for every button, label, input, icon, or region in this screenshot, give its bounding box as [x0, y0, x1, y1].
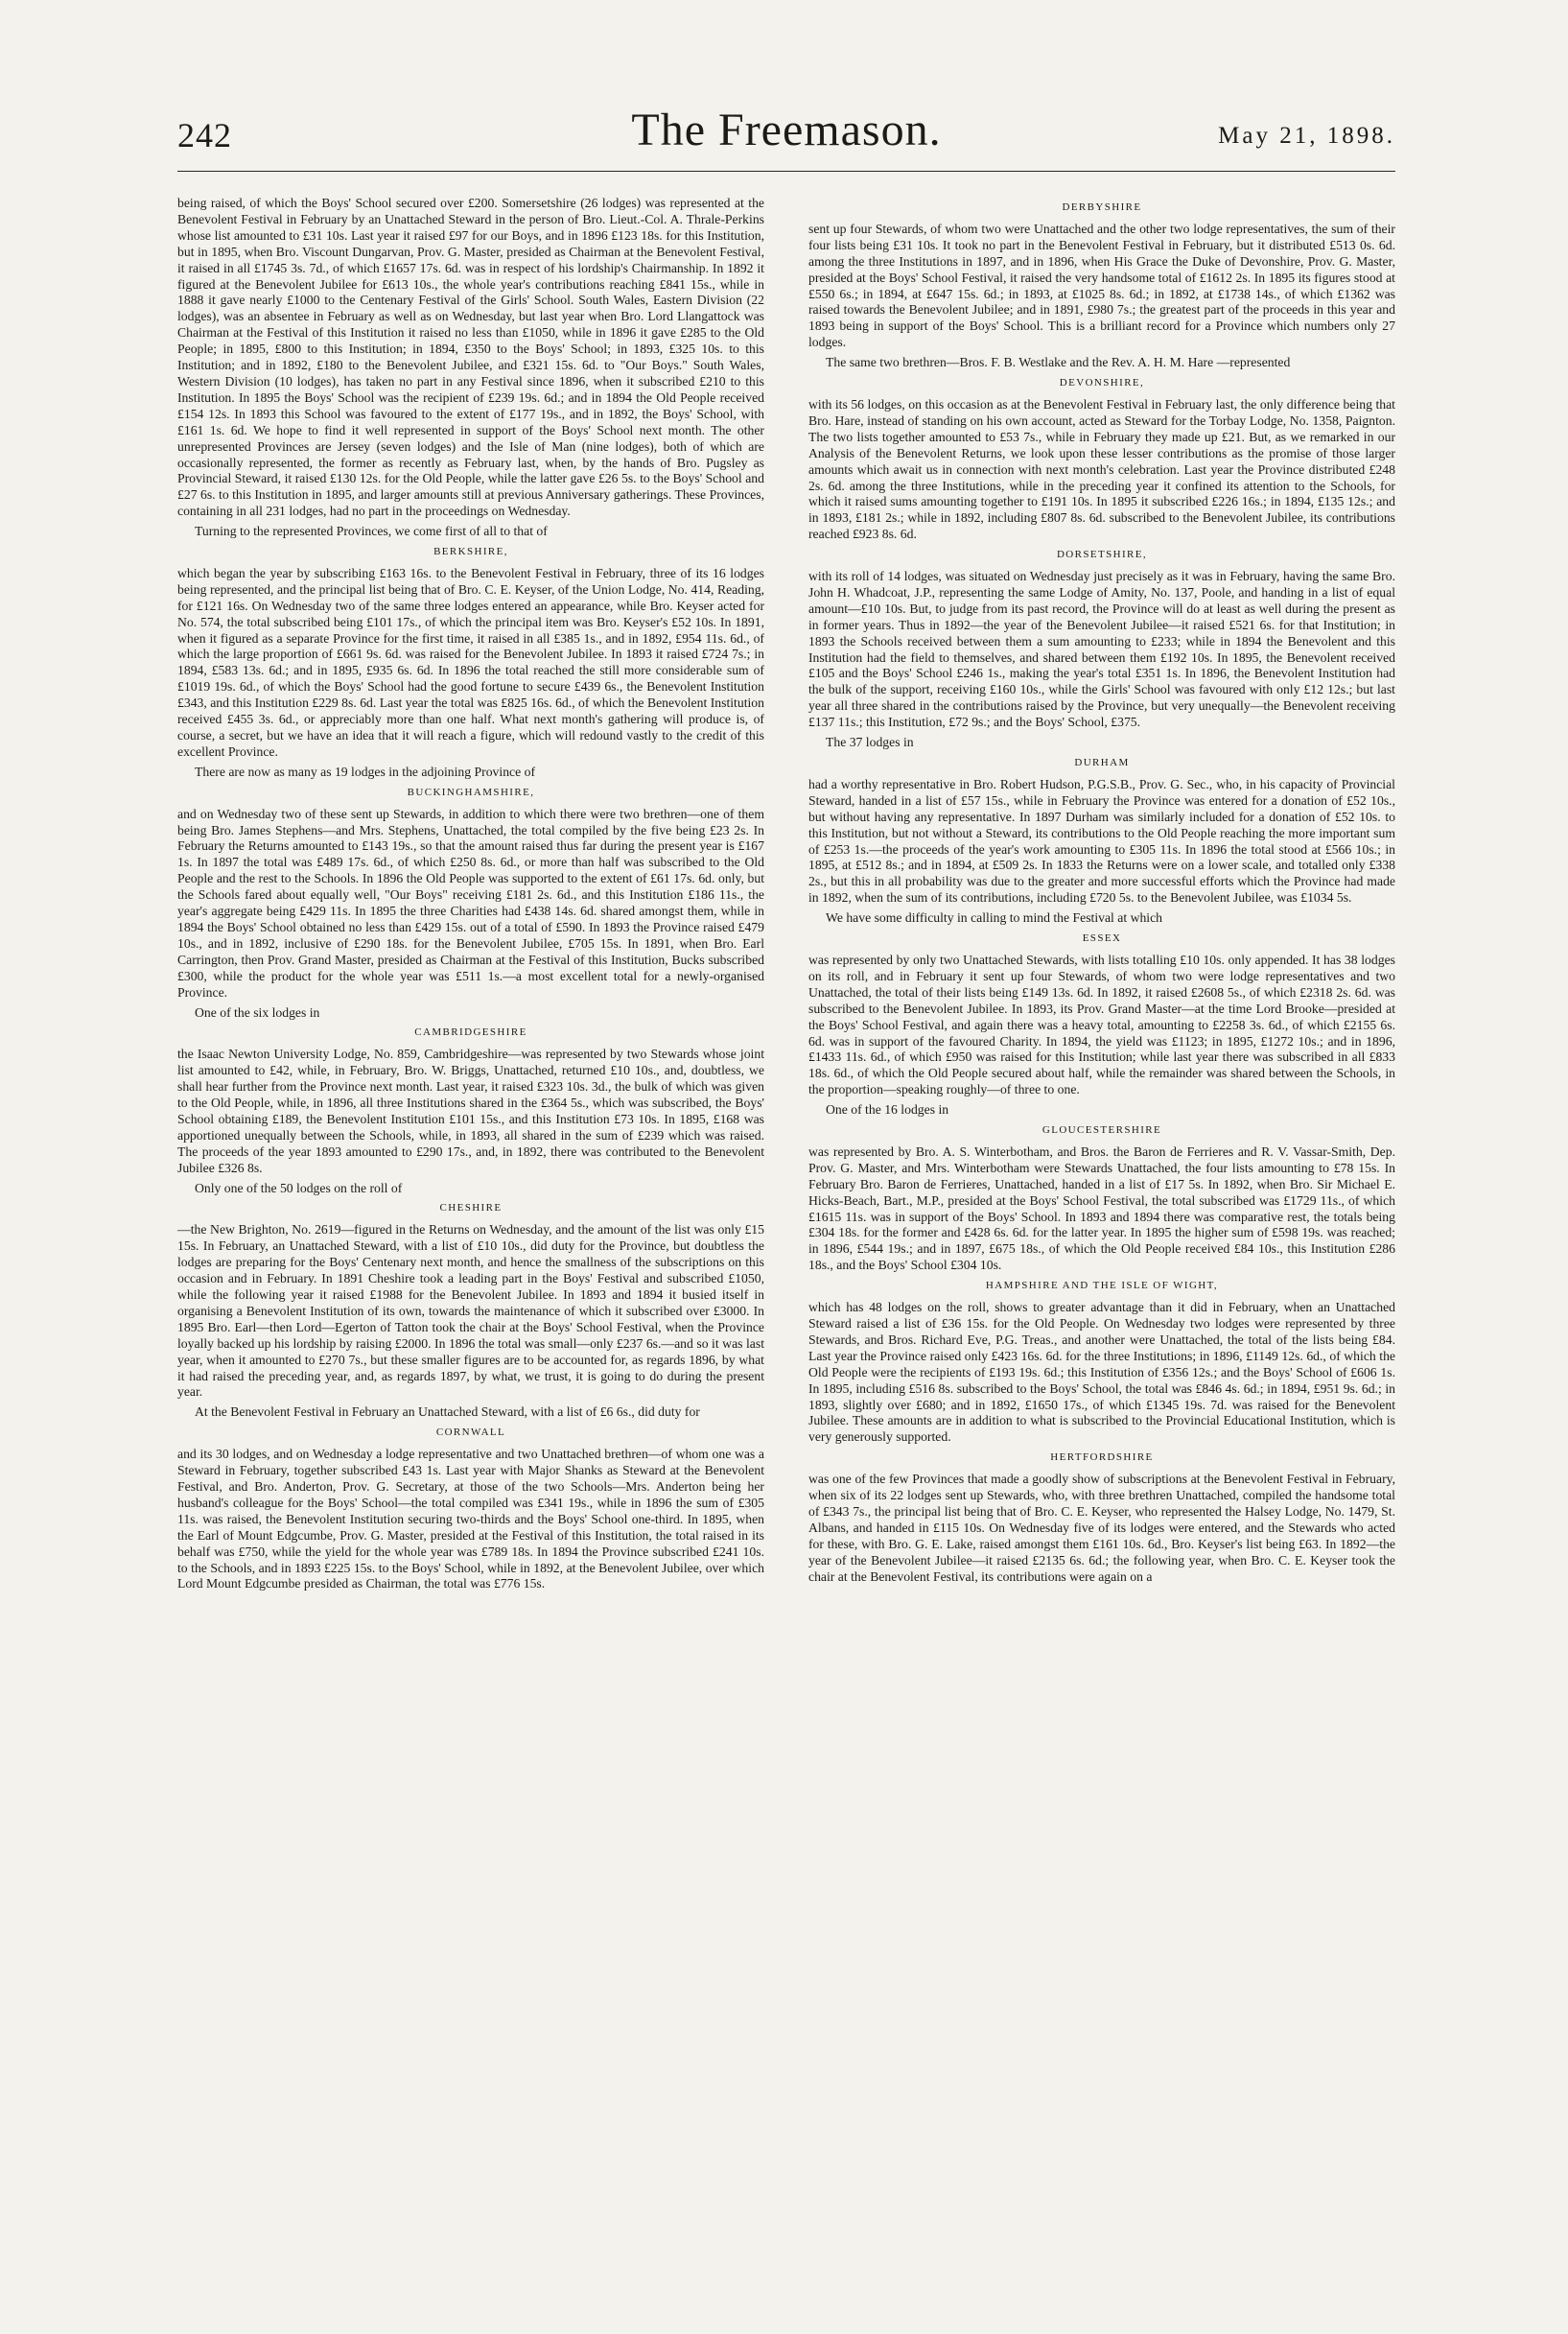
- paragraph: was represented by only two Unattached Stewards, with lists totalling £10 10s. only appended. It has 38 lodges on its roll, and in February it sent up four Stewards, of whom two were lodge representatives and two Unattached, the total of their lists being £149 13s. 6d. In 1892, it raised £2608 5s., of which £2318 2s. 6d. was subscribed to the Benevolent Jubilee. In 1893, its Prov. Grand Master—at the time Lord Brooke—presided at the Boys' School Festival, and again there was a heavy total, amounting to £2258 3s. 6d., of which £2155 6s. 6d. was in support of the favoured Charity. In 1894, the yield was £1123; in 1895, £1272 10s.; and in 1896, £1433 11s. 6d., of which £950 was raised for this Institution; while last year there was subscribed in all £833 18s. 6d., of which the Old People secured about half, while the remainder was shared between the Schools, in the proportion—speaking roughly—of three to one.: [808, 952, 1395, 1097]
- paragraph: —the New Brighton, No. 2619—figured in the Returns on Wednesday, and the amount of the list was only £15 15s. In February, an Unattached Steward, with a list of £10 10s., did duty for the Province, but doubtless the lodges are preparing for the Boys' Centenary next month, and hence the smallness of the subscriptions on this occasion and in February. In 1891 Cheshire took a leading part in the Boys' Festival and subscribed £1050, while the following year it raised £1988 for the Benevolent Jubilee. In 1893 and 1894 it busied itself in organising a Benevolent Institution of its own, towards the maintenance of which it subscribed over £3000. In 1895 Bro. Earl—then Lord—Egerton of Tatton took the chair at the Boys' School Festival, when the Province loyally backed up his lordship by raising £2000. In 1896 the total was small—only £237 6s.—and so it was last year, when it amounted to £270 7s., but these smaller figures are to be accounted for, as regards 1896, by what it had raised the preceding year, and, as regards 1897, by what, we trust, it is going to do during the present year.: [177, 1222, 764, 1400]
- section-heading: CAMBRIDGESHIRE: [414, 1026, 527, 1039]
- paragraph: One of the 16 lodges in: [826, 1102, 949, 1118]
- paragraph: being raised, of which the Boys' School secured over £200. Somersetshire (26 lodges) was represented at the Benevolent Festival in February by an Unattached Steward in the person of Bro. Lieut.-Col. A. Thrale-Perkins whose list amounted to £31 10s. Last year it raised £97 for our Boys, and in 1896 £123 18s. for this Institution, but in 1895, when Bro. Viscount Dungarvan, Prov. G. Master, presided as Chairman at the Benevolent Festival, it raised in all £1745 3s. 7d., of which £1657 17s. 6d. was in respect of his lordship's Chairmanship. In 1892 it figured at the Benevolent Jubilee for £613 10s., the whole year's contributions reaching £841 15s., while in 1888 it gave nearly £1000 to the Centenary Festival of the Girls' School. South Wales, Eastern Division (22 lodges), was an absentee in February as well as on Wednesday, but last year when Bro. Lord Llangattock was Chairman at the Festival of this Institution it raised no less than £1050, while in 1896 it gave £285 to the Old People; in 1895, £800 to this Institution; in 1894, £350 to the Boys' School; in 1893, £325 10s. to this Institution; and in 1892, £180 to the Benevolent Jubilee, and £321 15s. 6d. to "Our Boys." South Wales, Western Division (10 lodges), has taken no part in any Festival since 1896, when it subscribed £210 to this Institution. In 1895 the Boys' School was the recipient of £239 19s. 6d.; and in 1894 the Old People received £154 12s. In 1893 this School was favoured to the extent of £177 19s., and in 1892, the Boys' School, with £161 1s. 6d. We hope to find it well represented in support of the Boys' School next month. The other unrepresented Provinces are Jersey (seven lodges) and the Isle of Man (nine lodges), both of which are occasionally represented, the former as recently as February last, when, by the hands of Bro. Pugsley as Provincial Steward, it raised £130 12s. for the Old People, while the latter gave £26 5s. to the Boys' School and £27 6s. to this Institution in 1895, and larger amounts still at previous Anniversary gatherings. These Provinces, containing in all 231 lodges, had no part in the proceedings on Wednesday.: [177, 196, 764, 519]
- section-heading: DORSETSHIRE,: [1056, 549, 1148, 561]
- section-heading: DEVONSHIRE,: [1059, 377, 1145, 389]
- page-number: 242: [177, 116, 232, 154]
- right-column: [808, 196, 1395, 1590]
- paragraph: which has 48 lodges on the roll, shows to greater advantage than it did in February, when an Unattached Steward raised a list of £36 15s. for the Old People. On Wednesday two lodges were represented by three Stewards, and Bros. Richard Eve, P.G. Treas., and another were Unattached, the total of the lists being £84. Last year the Province raised only £423 16s. 6d. for the three Institutions; in 1896, £1149 12s. 6d., of which the Old People were the recipients of £193 19s. 6d.; this Institution of £356 12s.; and the Boys' School of £606 1s. In 1895, including £516 8s. subscribed to the Boys' School, the total was £846 4s. 6d.; in 1894, £951 9s. 6d.; in 1893, slightly over £680; and in 1892, £1650 17s., of which £1345 19s. 7d. was raised for the Benevolent Jubilee. These amounts are in addition to what is subscribed to the Provincial Educational Institution, which is very generously supported.: [808, 1300, 1395, 1445]
- section-heading: BERKSHIRE,: [433, 546, 508, 558]
- section-heading: DURHAM: [1074, 757, 1130, 768]
- section-heading: HERTFORDSHIRE: [1050, 1451, 1154, 1464]
- paragraph: and on Wednesday two of these sent up Stewards, in addition to which there were two brethren—one of them being Bro. James Stephens—and Mrs. Stephens, Unattached, the total compiled by the five being £23 2s. In February the Returns amounted to £143 19s., so that the amount raised thus far during the present year is £167 1s. In 1897 the total was £489 17s. 6d., of which £250 8s. 6d., or more than half was subscribed to the Old People and the rest to the Schools. In 1896 the Old People was supported to the extent of £61 17s. 6d. only, but the Schools fared about equally well, "Our Boys" receiving £181 2s. 6d., and this Institution £186 11s., the year's aggregate being £429 11s. In 1895 the three Charities had £438 14s. 6d. shared amongst them, while in 1894 the Boys' School obtained no less than £429 15s. out of a total of £590. In 1893 the Province raised £479 10s., and in 1892, inclusive of £290 18s. for the Benevolent Jubilee, £705 15s. In 1891, when Bro. Earl Carrington, then Prov. Grand Master, presided as Chairman at the Festival of this Institution, Bucks subscribed £300, while the product for the whole year was £511 1s.—a most excellent total for a newly-organised Province.: [177, 806, 764, 1000]
- paragraph: There are now as many as 19 lodges in the adjoining Province of: [195, 764, 536, 779]
- section-heading: ESSEX: [1082, 932, 1122, 945]
- section-heading: CHESHIRE: [439, 1202, 503, 1214]
- section-heading: HAMPSHIRE AND THE ISLE OF WIGHT,: [985, 1280, 1219, 1292]
- paragraph: was one of the few Provinces that made a goodly show of subscriptions at the Benevolent Festival in February, when six of its 22 lodges sent up Stewards, who, with three brethren Unattached, compiled the handsome total of £343 7s., the principal list being that of Bro. C. E. Keyser, who represented the Halsey Lodge, No. 1479, St. Albans, and handed in £115 10s. On Wednesday five of its lodges were entered, and the Stewards who acted for these, with Bro. G. E. Lake, raised amongst them £161 10s. 6d., Bro. Keyser's list being £63. In 1892—the year of the Benevolent Jubilee—it raised £2135 6s. 6d.; the following year, when Bro. C. E. Keyser took the chair at the Benevolent Festival, its contributions were again on a: [808, 1472, 1395, 1584]
- paragraph: the Isaac Newton University Lodge, No. 859, Cambridgeshire—was represented by two Stewards whose joint list amounted to £42, while, in February, Bro. W. Briggs, Unattached, returned £10 10s., and, doubtless, we shall hear further from the Province next month. Last year, it raised £323 10s. 3d., the bulk of which was given to the Old People, while, in 1896, all three Institutions shared in the £364 5s., which was subscribed, the Boys' School obtaining £189, the Benevolent Institution £101 15s., and this Institution £73 10s. In 1895, £168 was apportioned unequally between the Schools, while, in 1893, all shared in the sum of £239 which was raised. The proceeds of the year 1893 amounted to £290 17s., and, in 1892, there was contributed to the Benevolent Jubilee £326 8s.: [177, 1047, 764, 1175]
- paragraph: Turning to the represented Provinces, we come first of all to that of: [195, 524, 548, 539]
- paragraph: At the Benevolent Festival in February an Unattached Steward, with a list of £6 6s., did duty for: [195, 1404, 700, 1420]
- section-heading: DERBYSHIRE: [1062, 201, 1142, 213]
- section-heading: GLOUCESTERSHIRE: [1041, 1124, 1162, 1137]
- paragraph: One of the six lodges in: [195, 1004, 320, 1020]
- paragraph: had a worthy representative in Bro. Robert Hudson, P.G.S.B., Prov. G. Sec., who, in his capacity of Provincial Steward, handed in a list of £57 15s., while in February the Province was entered for a donation of £52 10s., but without having any representative. In 1897 Durham was similarly included for a donation of £52 10s. to this Institution, but not without a Steward, its contributions to the Old People reaching the more important sum of £253 1s.—the proceeds of the year's work amounting to £305 11s. In 1896 the total stood at £566 10s.; in 1895, at £512 8s.; and in 1894, at £509 2s. In 1833 the Returns were on a lower scale, and totalled only £338 2s., but this in all probability was due to the greater and more successful efforts which the Province had made in 1892, when the sum of its contributions, including £720 5s. to the Benevolent Jubilee, was £1034 5s.: [808, 776, 1395, 906]
- paragraph: with its roll of 14 lodges, was situated on Wednesday just precisely as it was in February, having the same Bro. John H. Whadcoat, J.P., representing the same Lodge of Amity, No. 137, Poole, and handing in a list of equal amount—£10 10s. But, to judge from its past record, the Province will do at least as well during the present as in former years. Thus in 1892—the year of the Benevolent Jubilee—it raised £521 6s. for that Institution; in 1893 the Schools received between them a sum amounting to £233; while in 1894 the Benevolent and this Institution had the field to themselves, and shared between them £192 10s. In 1895, the Benevolent received £105 and the Boys' School £246 1s., making the year's total £351 1s. In 1896, the Benevolent Institution had the bulk of the support, receiving £160 10s., while the Girls' School was favoured with only £12 12s.; but last year all three shared in the contributions raised by the Province, but very unequally—the Benevolent receiving £137 11s.; this Institution, £72 9s.; and the Boys' School, £375.: [808, 569, 1395, 730]
- paragraph: with its 56 lodges, on this occasion as at the Benevolent Festival in February last, the only difference being that Bro. Hare, instead of standing on his own account, acted as Steward for the Torbay Lodge, No. 1358, Paignton. The two lists together amounted to £53 7s., while in February they made up £21. But, as we remarked in our Analysis of the Benevolent Returns, we look upon these lesser contributions as the promise of those larger amounts which await us in connection with next month's celebration. Last year the Province distributed £248 2s. 6d. among the three Institutions, while in the preceding year it confined its attention to the Schools, for which it raised sums amounting together to £191 10s. In 1895 it subscribed £226 16s.; in 1894, £135 12s.; and in 1893, £181 2s.; while in 1892, including £807 8s. 6d. subscribed to the Benevolent Jubilee, its contributions reached £923 8s. 6d.: [808, 396, 1395, 542]
- paragraph: sent up four Stewards, of whom two were Unattached and the other two lodge representatives, the sum of their four lists being £31 10s. It took no part in the Benevolent Festival in February, but it distributed £513 0s. 6d. among the three Institutions in 1897, and in 1896, when His Grace the Duke of Devonshire, Prov. G. Master, presided at the Boys' School Festival, it raised the very handsome total of £1612 2s. In 1895 its figures stood at £550 6s.; in 1894, at £647 15s. 6d.; in 1893, at £1025 8s. 6d.; in 1892, at £1738 14s., of which £1362 was raised towards the Benevolent Jubilee; and in 1891, £980 7s.; the greatest part of the proceeds in this year and 1893 being in support of the Boys' School. This is a brilliant record for a Province which numbers only 27 lodges.: [808, 221, 1395, 350]
- paragraph: Only one of the 50 lodges on the roll of: [195, 1180, 403, 1195]
- section-heading: BUCKINGHAMSHIRE,: [407, 786, 535, 798]
- newspaper-title: The Freemason.: [631, 105, 942, 155]
- left-column: [177, 196, 764, 1596]
- paragraph: We have some difficulty in calling to mind the Festival at which: [826, 910, 1163, 926]
- issue-date: May 21, 1898.: [1218, 123, 1395, 149]
- paragraph: The 37 lodges in: [826, 735, 914, 750]
- masthead: [177, 104, 1395, 172]
- paragraph: The same two brethren—Bros. F. B. Westlake and the Rev. A. H. M. Hare —represented: [826, 355, 1291, 370]
- paragraph: was represented by Bro. A. S. Winterbotham, and Bros. the Baron de Ferrieres and R. V. Vassar-Smith, Dep. Prov. G. Master, and Mrs. Winterbotham were Stewards Unattached, the four lists amounting to £78 15s. In February Bro. Baron de Ferrieres, Unattached, handed in a list of £17 5s. In 1892, when Bro. Sir Michael E. Hicks-Beach, Bart., M.P., presided at the Boys' School Festival, the total subscribed was £1729 11s., of which £1615 11s. was in support of the Boys' School. In 1893 and 1894 there was comparative rest, the totals being £304 18s. for the former and £428 6s. 6d. for the latter year. In 1895 the higher sum of £598 19s. was reached; in 1896, £544 19s.; and in 1897, £675 18s., of which the Old People received £84 10s., this Institution £286 18s., and the Boys' School £304 10s.: [808, 1143, 1395, 1273]
- paragraph: and its 30 lodges, and on Wednesday a lodge representative and two Unattached brethren—of whom one was a Steward in February, together subscribed £43 1s. Last year with Major Shanks as Steward at the Benevolent Festival, and Bro. Anderton, Prov. G. Secretary, at those of the two Schools—Mrs. Anderton being her husband's colleague for the Boys' School—the total compiled was £341 19s., while in 1896 the sum of £305 11s. was raised, the Benevolent Institution securing two-thirds and the Boys' School one-third. In 1895, when the Earl of Mount Edgcumbe, Prov. G. Master, presided at the Festival of this Institution, the total raised in its behalf was £750, while the yield for the whole year was £789 18s. In 1894 the Province subscribed £241 10s. to the Schools, and in 1893 £225 15s. to the Boys' School, while in 1892, at the Benevolent Jubilee, over which Lord Mount Edgcumbe presided as Chairman, the total was £776 15s.: [177, 1447, 764, 1591]
- paragraph: which began the year by subscribing £163 16s. to the Benevolent Festival in February, three of its 16 lodges being represented, and the principal list being that of Bro. C. E. Keyser, of the Union Lodge, No. 414, Reading, for £121 16s. On Wednesday two of the same three lodges entered an appearance, while Bro. Keyser acted for No. 574, the total subscribed being £101 17s., of which the principal item was Bro. Keyser's £52 10s. In 1891, when it figured as a separate Province for the first time, it raised in all £385 1s., and in 1892, £954 11s. 6d., of which the large proportion of £661 9s. 6d. was raised for the Benevolent Jubilee. In 1893 it raised £724 7s.; in 1894, £583 13s. 6d.; and in 1895, £935 6s. 6d. In 1896 the total reached the still more considerable sum of £1019 19s. 6d., of which the Boys' School had the good fortune to secure £439 6s., the Benevolent Institution £343, and this Institution £229 8s. 6d. Last year the total was £825 16s. 6d., of which the Benevolent Institution received £455 3s. 6d., or appreciably more than one half. What next month's gathering will produce is, of course, a secret, but we have an idea that it will reach a figure, which will redound vastly to the credit of this excellent Province.: [177, 565, 764, 759]
- section-heading: CORNWALL: [435, 1426, 506, 1439]
